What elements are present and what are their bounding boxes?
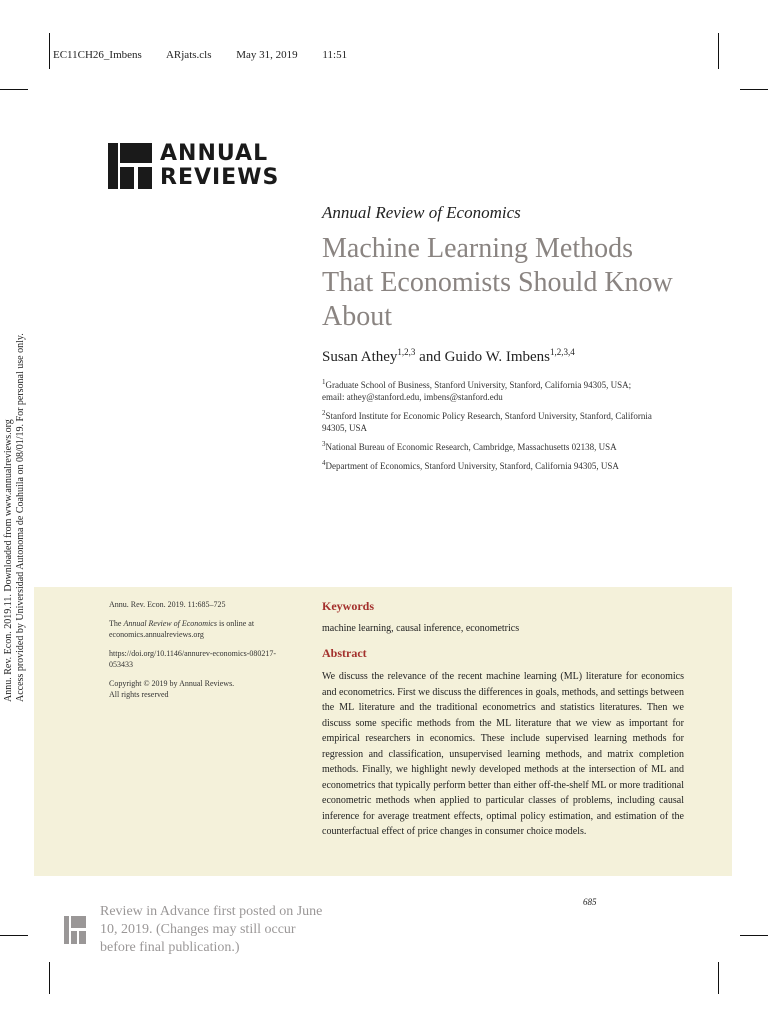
annual-reviews-small-logo-icon <box>64 916 86 944</box>
page-number: 685 <box>583 897 597 907</box>
affiliation-text: Stanford Institute for Economic Policy Research, Stanford University, Stanford, California 94305, USA <box>322 411 652 433</box>
affiliation-number: 1 <box>322 378 326 386</box>
crop-mark-bottom-left-h <box>0 935 28 936</box>
online-notice-post: is online at economics.annualreviews.org <box>109 619 255 639</box>
online-notice-pre: The <box>109 619 124 628</box>
rights-line: All rights reserved <box>109 690 169 699</box>
annual-reviews-logo-icon <box>108 143 152 189</box>
crop-mark-top-left-v <box>49 33 50 69</box>
crop-mark-top-right-v <box>718 33 719 69</box>
journal-name: Annual Review of Economics <box>322 203 521 222</box>
affiliation-item <box>322 457 652 472</box>
keywords-heading: Keywords <box>322 599 374 613</box>
abstract-text: We discuss the relevance of the recent machine learning (ML) literature for economics and econometrics. First we discuss the differences in goals, methods, and settings between the ML literature and the traditional econometrics and statistics literatures. Then we discuss some specific methods from the ML literature that we view as important for empirical researchers in economics. These include supervised learning methods for regression and classification, unsupervised learning methods, and matrix completion methods. Finally, we highlight newly developed methods at the intersection of ML and econometrics that typically perform better than either off-the-shelf ML or more traditional econometric methods when applied to particular classes of problems, including causal inference for average treatment effects, optimal policy estimation, and estimation of the counterfactual effect of price changes in consumer choice models. <box>322 671 684 837</box>
download-notice <box>3 322 27 702</box>
affiliation-number: 2 <box>322 409 326 417</box>
crop-mark-bottom-right-v <box>718 962 719 994</box>
author-affiliation-marks: 1,2,3 <box>397 347 416 357</box>
logo-line-annual: ANNUAL <box>160 141 269 166</box>
file-id: EC11CH26_Imbens <box>53 49 142 61</box>
author-name: Susan Athey <box>322 349 398 365</box>
logo-line-reviews: REVIEWS <box>160 165 280 190</box>
online-notice-journal: Annual Review of Economics <box>123 619 217 628</box>
header-time: 11:51 <box>322 49 348 61</box>
class-file: ARjats.cls <box>165 49 212 61</box>
author-affiliation-marks: 1,2,3,4 <box>550 347 575 357</box>
abstract-heading: Abstract <box>322 646 367 660</box>
author-name: Guido W. Imbens <box>444 349 551 365</box>
copyright <box>109 678 289 700</box>
keywords-text: machine learning, causal inference, econometrics <box>322 623 520 634</box>
affiliation-text: Graduate School of Business, Stanford University, Stanford, California 94305, USA; email: athey@stanford.edu, imbens@stanford.edu <box>322 380 632 402</box>
affiliation-number: 4 <box>322 459 326 467</box>
affiliations <box>322 376 652 476</box>
affiliation-number: 3 <box>322 440 326 448</box>
citation: Annu. Rev. Econ. 2019. 11:685–725 <box>109 600 226 609</box>
doi-link[interactable]: https://doi.org/10.1146/annurev-economics-080217-053433 <box>109 649 277 669</box>
publication-meta <box>109 599 289 708</box>
header-date: May 31, 2019 <box>236 49 298 61</box>
crop-mark-top-right-h <box>740 89 768 90</box>
affiliation-item <box>322 376 652 403</box>
crop-mark-bottom-left-v <box>49 962 50 994</box>
access-notice-line: Access provided by Universidad Autonoma de Coahuila on 08/01/19. For personal use only. <box>15 333 26 702</box>
download-notice-line: Annu. Rev. Econ. 2019.11. Downloaded from www.annualreviews.org <box>3 419 14 702</box>
affiliation-text: Department of Economics, Stanford University, Stanford, California 94305, USA <box>325 461 619 471</box>
article-title: Machine Learning Methods That Economists Should Know About <box>322 233 673 332</box>
affiliation-item <box>322 438 652 453</box>
print-header <box>53 49 369 61</box>
copyright-line: Copyright © 2019 by Annual Reviews. <box>109 679 235 688</box>
affiliation-item <box>322 407 652 434</box>
online-notice <box>109 618 289 640</box>
crop-mark-top-left-h <box>0 89 28 90</box>
affiliation-text: National Bureau of Economic Research, Cambridge, Massachusetts 02138, USA <box>325 442 617 452</box>
annual-reviews-logo <box>108 142 279 190</box>
review-in-advance-notice: Review in Advance first posted on June 10, 2019. (Changes may still occur before final publication.) <box>100 904 323 955</box>
author-line <box>322 347 575 366</box>
author-conjunction: and <box>415 349 445 365</box>
crop-mark-bottom-right-h <box>740 935 768 936</box>
